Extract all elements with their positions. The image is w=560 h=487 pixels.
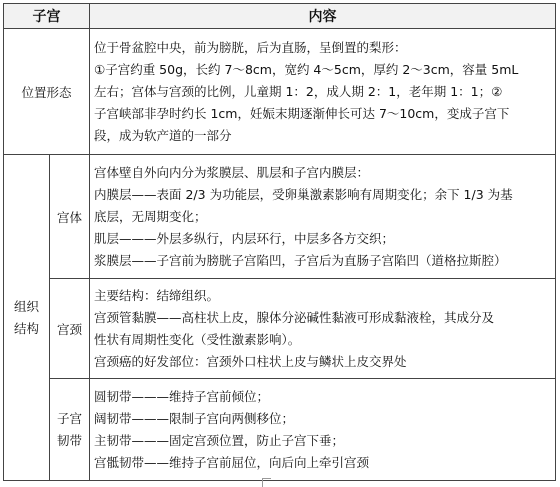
cervix-line: 性状有周期性变化（受性激素影响）。 [94,331,301,347]
body-line: 浆膜层——子宫前为膀胱子宫陷凹，子宫后为直肠子宫陷凹（道格拉斯腔） [94,252,507,268]
body-line: 底层，无周期变化； [94,208,207,224]
ligaments-label-line2: 韧带 [56,432,82,448]
ligament-line: 宫骶韧带——维持子宫前屈位，向后向上牵引宫颈 [94,454,370,470]
cervix-content [90,279,556,379]
header-uterus: 子宫 [4,4,90,29]
cervix-row [4,279,556,379]
position-line: 左右；宫体与宫颈的比例，儿童期 1：2，成人期 2：1，老年期 1：1；② [94,83,503,99]
ligament-line: 圆韧带———维持子宫前倾位； [94,388,270,404]
ligaments-label [50,379,90,481]
cervix-label: 宫颈 [50,279,90,379]
cervix-line: 宫颈管黏膜——高柱状上皮，腺体分泌碱性黏液可形成黏液栓，其成分及 [94,309,495,325]
position-line: 位于骨盆腔中央，前为膀胱，后为直肠，呈倒置的梨形： [94,39,407,55]
body-line: 内膜层——表面 2/3 为功能层，受卵巢激素影响有周期变化；余下 1/3 为基 [94,186,513,202]
ligaments-label-line1: 子宫 [56,410,82,426]
body-row [4,155,556,279]
ligaments-row [4,379,556,481]
body-content [90,155,556,279]
body-label: 宫体 [50,155,90,279]
ligament-line: 阔韧带———限制子宫向两侧移位； [94,410,295,426]
ligament-line: 主韧带———固定宫颈位置，防止子宫下垂； [94,432,345,448]
structure-label-line1: 组织 [13,298,39,314]
header-content: 内容 [90,4,556,29]
cervix-line: 宫颈癌的好发部位：宫颈外口柱状上皮与鳞状上皮交界处 [94,353,407,369]
position-line: 段，成为软产道的一部分 [94,127,232,143]
position-line: 子宫峡部非孕时约长 1cm，妊娠末期逐渐伸长可达 7～10cm，变成子宫下 [94,105,510,121]
position-line: ①子宫约重 50g，长约 7～8cm，宽约 4～5cm，厚约 2～3cm，容量 5mL [94,61,519,77]
uterus-table [3,3,556,481]
position-label: 位置形态 [4,29,90,155]
structure-label-line2: 结构 [13,320,39,336]
position-content [90,29,556,155]
position-row [4,29,556,155]
structure-label [4,155,50,481]
body-line: 肌层———外层多纵行，内层环行，中层多各方交织； [94,230,395,246]
table-header-row [4,4,556,29]
cervix-line: 主要结构：结缔组织。 [94,287,220,303]
ligaments-content [90,379,556,481]
body-line: 宫体壁自外向内分为浆膜层、肌层和子宫内膜层： [94,164,370,180]
